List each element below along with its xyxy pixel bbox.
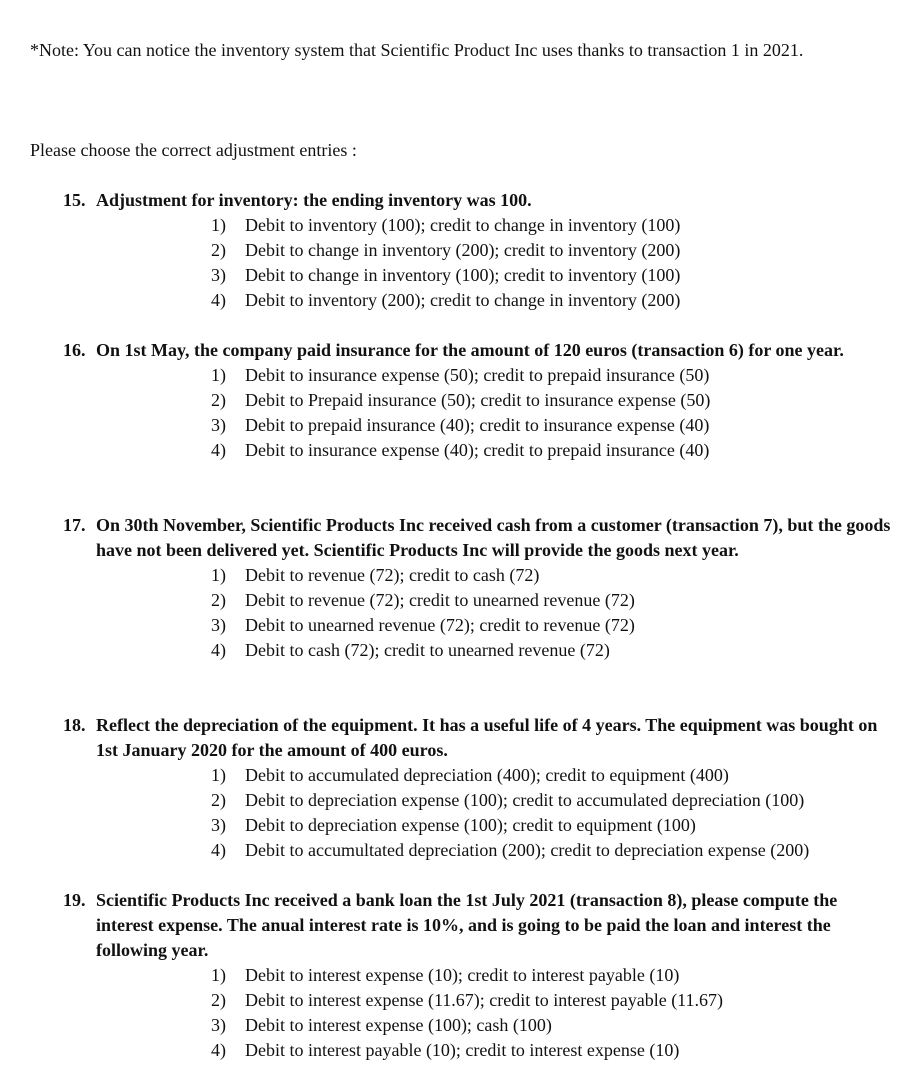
option-text: Debit to unearned revenue (72); credit to revenue (72)	[245, 615, 635, 635]
option-text: Debit to revenue (72); credit to unearned revenue (72)	[245, 590, 635, 610]
answer-options	[63, 763, 893, 863]
question-text: On 1st May, the company paid insurance for the amount of 120 euros (transaction 6) for one year.	[96, 340, 844, 360]
answer-option[interactable]	[63, 1038, 893, 1063]
answer-option[interactable]	[63, 213, 893, 238]
option-number: 2)	[211, 390, 226, 410]
option-text: Debit to interest payable (10); credit to interest expense (10)	[245, 1040, 680, 1060]
question-text: Scientific Products Inc received a bank loan the 1st July 2021 (transaction 8), please compute the interest expense. The anual interest rate is 10%, and is going to be paid the loan and interest the following year.	[96, 890, 838, 960]
question-19	[63, 888, 893, 1063]
answer-option[interactable]	[63, 438, 893, 463]
option-text: Debit to accumulated depreciation (400); credit to equipment (400)	[245, 765, 729, 785]
question-text: On 30th November, Scientific Products Inc received cash from a customer (transaction 7), but the goods have not been delivered yet. Scientific Products Inc will provide the goods next year.	[96, 515, 891, 560]
answer-option[interactable]	[63, 963, 893, 988]
question-number: 17.	[63, 515, 86, 535]
option-text: Debit to change in inventory (200); credit to inventory (200)	[245, 240, 681, 260]
answer-option[interactable]	[63, 638, 893, 663]
option-number: 1)	[211, 965, 226, 985]
option-number: 4)	[211, 640, 226, 660]
answer-option[interactable]	[63, 413, 893, 438]
question-number: 18.	[63, 715, 86, 735]
option-number: 4)	[211, 440, 226, 460]
question-19-heading	[63, 888, 893, 963]
option-text: Debit to depreciation expense (100); credit to equipment (100)	[245, 815, 696, 835]
option-number: 2)	[211, 990, 226, 1010]
option-text: Debit to depreciation expense (100); credit to accumulated depreciation (100)	[245, 790, 805, 810]
option-text: Debit to insurance expense (50); credit to prepaid insurance (50)	[245, 365, 710, 385]
instruction-text: Please choose the correct adjustment entries :	[30, 140, 357, 160]
option-number: 1)	[211, 215, 226, 235]
option-text: Debit to revenue (72); credit to cash (72)	[245, 565, 540, 585]
question-18	[63, 713, 893, 863]
note-text: *Note: You can notice the inventory system that Scientific Product Inc uses thanks to transaction 1 in 2021.	[30, 40, 804, 60]
option-text: Debit to inventory (200); credit to change in inventory (200)	[245, 290, 681, 310]
question-number: 19.	[63, 890, 86, 910]
answer-option[interactable]	[63, 1013, 893, 1038]
option-number: 2)	[211, 590, 226, 610]
option-text: Debit to prepaid insurance (40); credit to insurance expense (40)	[245, 415, 710, 435]
option-text: Debit to interest expense (11.67); credit to interest payable (11.67)	[245, 990, 724, 1010]
question-16	[63, 338, 893, 463]
answer-option[interactable]	[63, 388, 893, 413]
answer-option[interactable]	[63, 563, 893, 588]
option-number: 1)	[211, 765, 226, 785]
option-text: Debit to cash (72); credit to unearned revenue (72)	[245, 640, 610, 660]
option-number: 3)	[211, 1015, 226, 1035]
answer-option[interactable]	[63, 588, 893, 613]
question-16-heading	[63, 338, 893, 363]
option-number: 4)	[211, 290, 226, 310]
answer-options	[63, 363, 893, 463]
answer-option[interactable]	[63, 363, 893, 388]
answer-option[interactable]	[63, 813, 893, 838]
option-number: 2)	[211, 790, 226, 810]
answer-option[interactable]	[63, 288, 893, 313]
question-number: 15.	[63, 190, 86, 210]
option-text: Debit to Prepaid insurance (50); credit to insurance expense (50)	[245, 390, 711, 410]
option-number: 3)	[211, 615, 226, 635]
option-number: 3)	[211, 415, 226, 435]
question-15	[63, 188, 893, 313]
answer-option[interactable]	[63, 763, 893, 788]
question-text: Adjustment for inventory: the ending inventory was 100.	[96, 190, 532, 210]
option-number: 3)	[211, 265, 226, 285]
option-number: 2)	[211, 240, 226, 260]
option-number: 4)	[211, 840, 226, 860]
answer-options	[63, 213, 893, 313]
answer-option[interactable]	[63, 238, 893, 263]
option-number: 1)	[211, 565, 226, 585]
answer-option[interactable]	[63, 788, 893, 813]
option-number: 3)	[211, 815, 226, 835]
answer-option[interactable]	[63, 613, 893, 638]
option-text: Debit to interest expense (10); credit to interest payable (10)	[245, 965, 680, 985]
option-text: Debit to change in inventory (100); credit to inventory (100)	[245, 265, 681, 285]
answer-options	[63, 563, 893, 663]
option-number: 4)	[211, 1040, 226, 1060]
answer-option[interactable]	[63, 838, 893, 863]
question-text: Reflect the depreciation of the equipment. It has a useful life of 4 years. The equipment was bought on 1st January 2020 for the amount of 400 euros.	[96, 715, 878, 760]
question-number: 16.	[63, 340, 86, 360]
option-text: Debit to interest expense (100); cash (100)	[245, 1015, 552, 1035]
option-text: Debit to inventory (100); credit to change in inventory (100)	[245, 215, 681, 235]
answer-option[interactable]	[63, 988, 893, 1013]
option-text: Debit to accumultated depreciation (200); credit to depreciation expense (200)	[245, 840, 810, 860]
answer-option[interactable]	[63, 263, 893, 288]
option-text: Debit to insurance expense (40); credit to prepaid insurance (40)	[245, 440, 710, 460]
question-17-heading	[63, 513, 893, 563]
question-17	[63, 513, 893, 663]
option-number: 1)	[211, 365, 226, 385]
question-15-heading	[63, 188, 893, 213]
question-18-heading	[63, 713, 893, 763]
answer-options	[63, 963, 893, 1063]
